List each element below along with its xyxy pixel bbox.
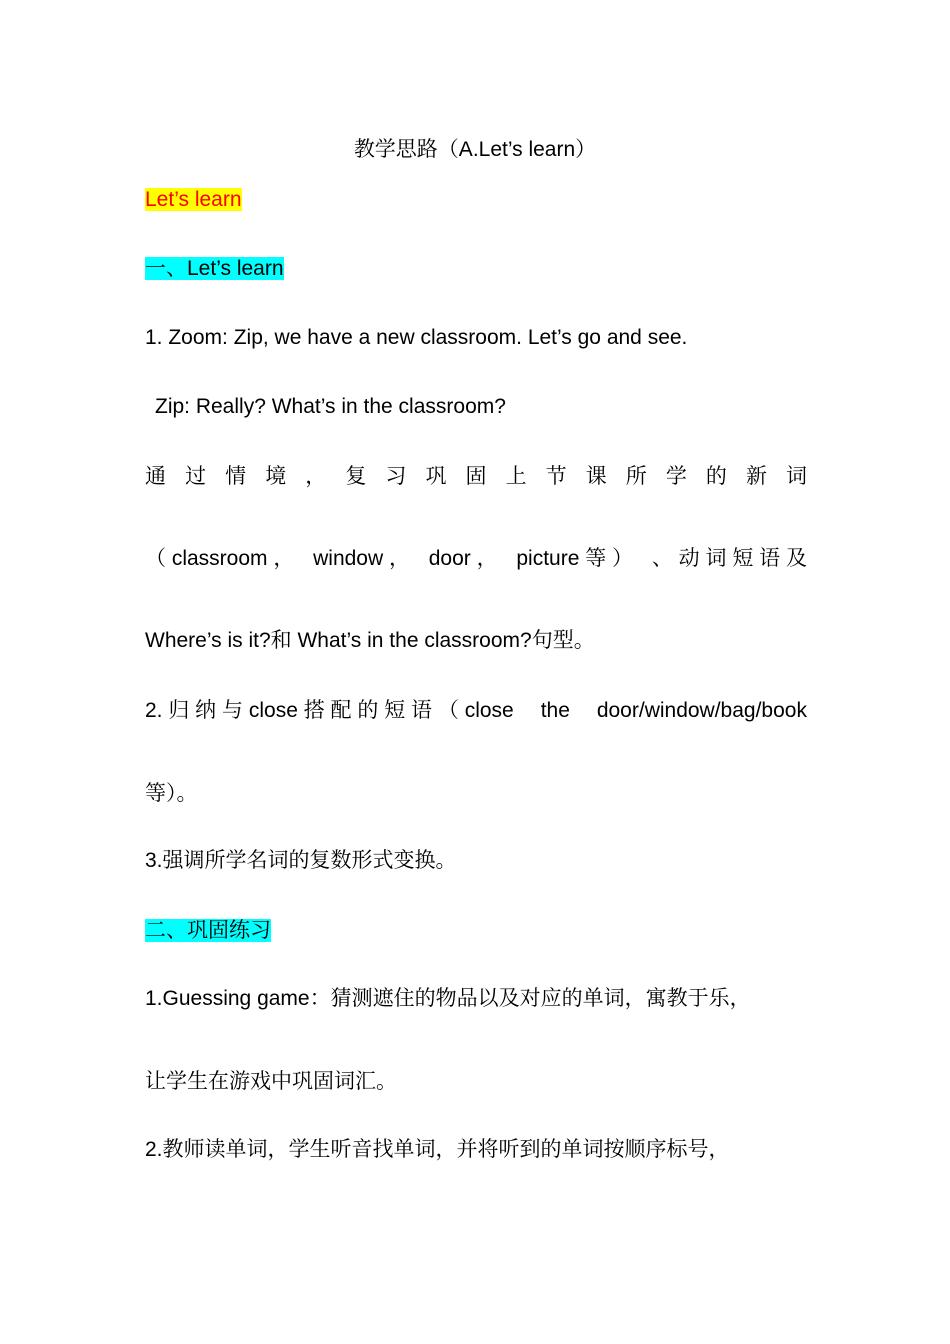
char: 课 <box>585 465 607 488</box>
char: ， <box>305 465 327 488</box>
char: 境 <box>265 465 287 488</box>
section-1-heading <box>145 254 284 284</box>
text-segment: door/window/bag/book <box>596 699 807 722</box>
char: 的 <box>705 465 727 488</box>
section-1-label: Let’s learn <box>187 257 284 280</box>
heading-lets-learn <box>145 185 242 215</box>
section-1-prefix: 一、 <box>145 257 187 280</box>
char: 复 <box>345 465 367 488</box>
text-segment: （ classroom ， <box>145 547 295 570</box>
text-segment: 2. 归 纳 与 close 搭 配 的 短 语 （ close <box>145 699 514 722</box>
text-segment: the <box>540 699 570 722</box>
paragraph-plural: 3.强调所学名词的复数形式变换。 <box>145 849 457 872</box>
paragraph-guessing-line2: 让学生在游戏中巩固词汇。 <box>145 1070 397 1093</box>
char: 过 <box>185 465 207 488</box>
char: 习 <box>385 465 407 488</box>
char: 巩 <box>425 465 447 488</box>
section-2-heading <box>145 916 271 946</box>
char: 节 <box>545 465 567 488</box>
char: 上 <box>505 465 527 488</box>
document-title: 教学思路（A.Let’s learn） <box>353 138 597 161</box>
paragraph-close-line2: 等）。 <box>145 782 198 805</box>
paragraph-scenario-line1 <box>145 462 807 492</box>
paragraph-zip-line: Zip: Really? What’s in the classroom? <box>155 395 506 418</box>
heading-lets-learn-text: Let’s learn <box>145 188 242 211</box>
paragraph-scenario-line2 <box>145 544 807 574</box>
section-2-label: 二、巩固练习 <box>145 919 271 942</box>
text-segment: picture 等 ） <box>516 547 634 570</box>
text-segment: door ， <box>428 547 498 570</box>
text-segment: 、 动 词 短 语 及 <box>651 547 807 570</box>
char: 所 <box>625 465 647 488</box>
paragraph-close-line1 <box>145 696 807 726</box>
char: 新 <box>745 465 767 488</box>
char: 通 <box>145 465 166 488</box>
paragraph-guessing-line1: 1.Guessing game：猜测遮住的物品以及对应的单词，寓教于乐， <box>145 987 751 1010</box>
char: 固 <box>465 465 487 488</box>
char: 情 <box>225 465 247 488</box>
paragraph-scenario-line3: Where’s is it?和 What’s in the classroom?句型。 <box>145 629 595 652</box>
paragraph-listening-line1: 2.教师读单词，学生听音找单词，并将听到的单词按顺序标号， <box>145 1138 730 1161</box>
char: 词 <box>786 465 807 488</box>
paragraph-zoom-line: 1. Zoom: Zip, we have a new classroom. Let’s go and see. <box>145 326 688 349</box>
text-segment: window ， <box>313 547 410 570</box>
char: 学 <box>665 465 687 488</box>
